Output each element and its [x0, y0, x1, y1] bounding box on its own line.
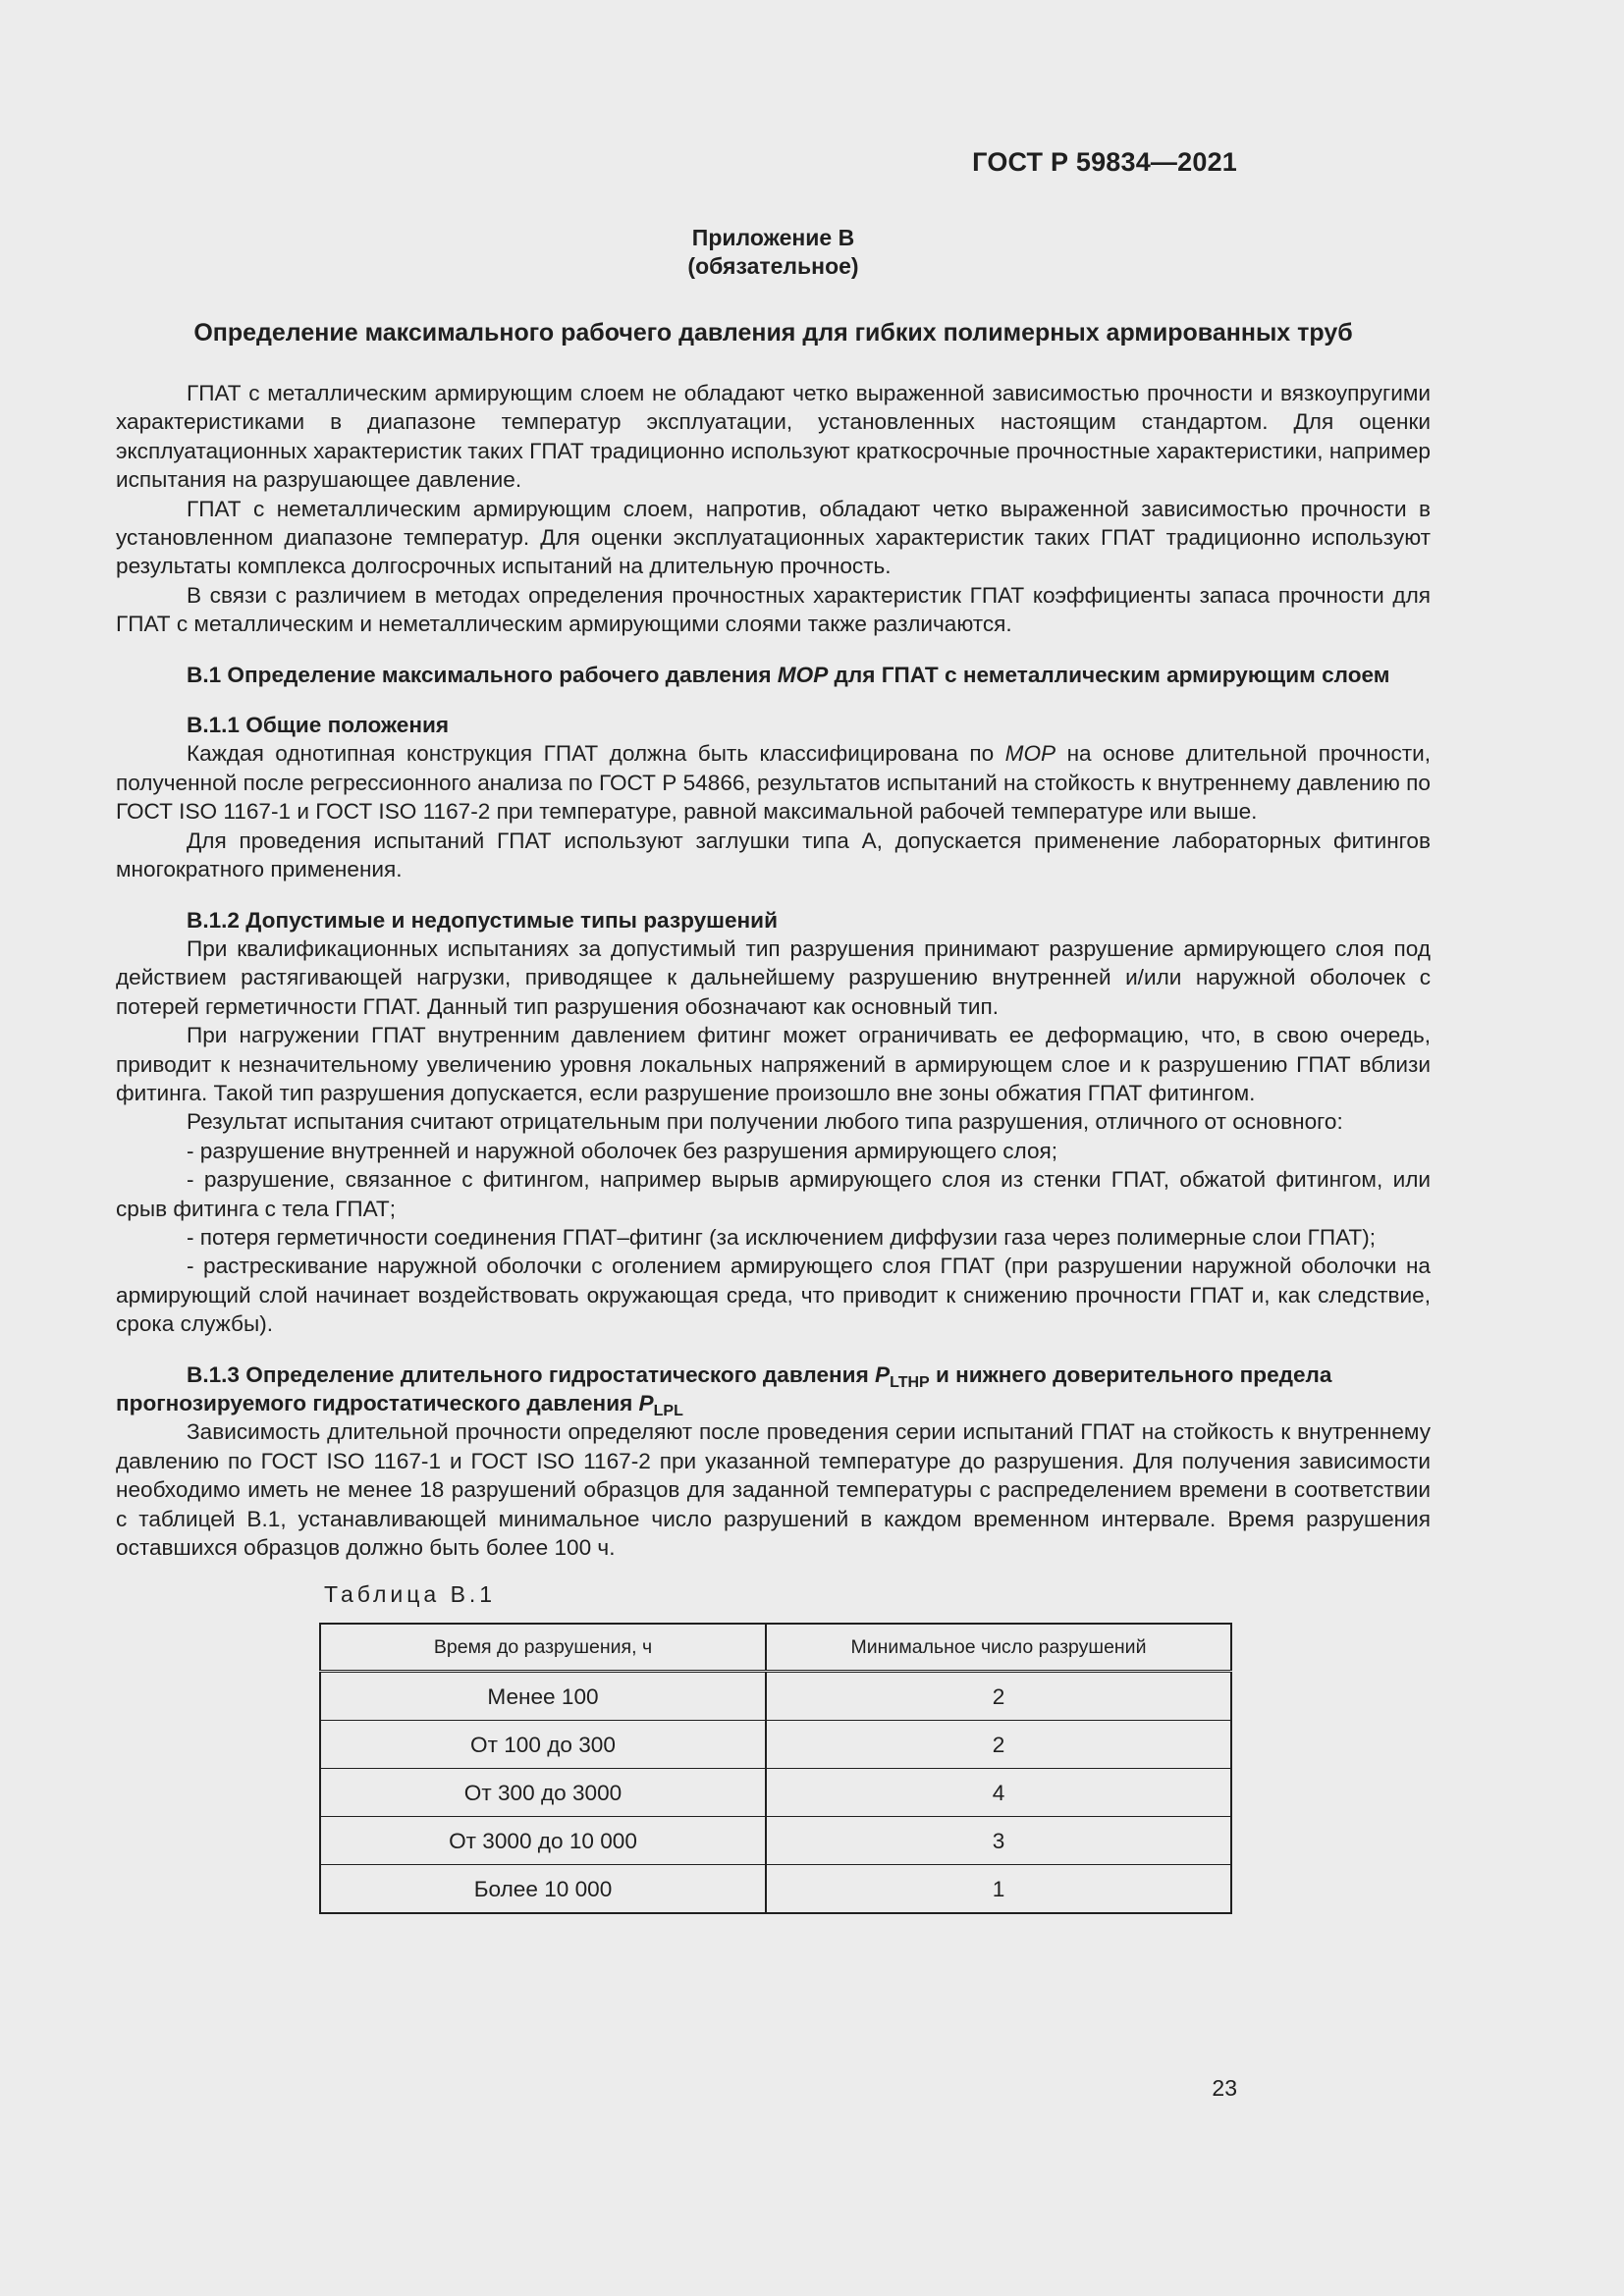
section-b11-title: В.1.1 Общие положения: [187, 713, 450, 738]
table-row: [320, 1865, 1231, 1914]
table-cell: 3: [766, 1817, 1231, 1865]
table-cell: От 100 до 300: [320, 1721, 766, 1769]
section-b12-paragraph: При нагружении ГПАТ внутренним давлением фитинг может ограничивать ее деформацию, что, в свою очередь, приводит к незначительному увеличению уровня локальных напряжений в армирующем слое и к разрушению ГПАТ вблизи фитинга. Такой тип разрушения допускается, если разрушение произошло вне зоны обжатия ГПАТ фитингом.: [116, 1023, 1431, 1105]
standard-code: ГОСТ Р 59834—2021: [972, 147, 1237, 177]
table-caption: Таблица В.1: [324, 1581, 497, 1608]
intro-paragraph-2: ГПАТ с неметаллическим армирующим слоем, напротив, обладают четко выраженной зависимостью прочности в установленном диапазоне температур. Для оценки эксплуатационных характеристик таких ГПАТ традиционно используют результаты комплекса долгосрочных испытаний на длительную прочность.: [116, 496, 1431, 579]
section-b12-paragraph: Результат испытания считают отрицательным при получении любого типа разрушения, отличного от основного:: [187, 1109, 1343, 1135]
document-body: [116, 379, 1431, 1914]
annex-title: Приложение В: [691, 225, 855, 250]
section-b12-title: В.1.2 Допустимые и недопустимые типы разрушений: [187, 907, 778, 933]
table-row: [320, 1817, 1231, 1865]
section-b12-paragraph: При квалификационных испытаниях за допустимый тип разрушения принимают разрушение армирующего слоя под действием растягивающей нагрузки, приводящее к дальнейшему разрушению внутренней и/или наружной оболочек с потерей герметичности ГПАТ. Данный тип разрушения обозначают как основный тип.: [116, 935, 1431, 1019]
section-b12-list-item: - разрушение, связанное с фитингом, например вырыв армирующего слоя из стенки ГПАТ, обжатой фитингом, или срыв фитинга с тела ГПАТ;: [116, 1167, 1431, 1221]
table-row: [320, 1721, 1231, 1769]
intro-paragraph-3: В связи с различием в методах определения прочностных характеристик ГПАТ коэффициенты запаса прочности для ГПАТ с металлическим и неметаллическим армирующими слоями также различаются.: [116, 582, 1431, 637]
table-cell: Более 10 000: [320, 1865, 766, 1914]
intro-paragraph-1: ГПАТ с металлическим армирующим слоем не обладают четко выраженной зависимостью прочности и вязкоупругими характеристиками в диапазоне температур эксплуатации, установленных настоящим стандартом. Для оценки эксплуатационных характеристик таких ГПАТ традиционно используют краткосрочные прочностные характеристики, например испытания на разрушающее давление.: [116, 381, 1431, 493]
section-b11-paragraph-1: Каждая однотипная конструкция ГПАТ должна быть классифицирована по МОР на основе длительной прочности, полученной после регрессионного анализа по ГОСТ Р 54866, результатов испытаний на стойкость к внутреннему давлению по ГОСТ ISO 1167-1 и ГОСТ ISO 1167-2 при температуре, равной максимальной рабочей температуре или выше.: [116, 741, 1431, 825]
section-b1-title: В.1 Определение максимального рабочего давления МОР для ГПАТ с неметаллическим армирующим слоем: [187, 662, 1390, 687]
table-header-cell: Минимальное число разрушений: [766, 1624, 1231, 1672]
annex-heading: [116, 224, 1431, 281]
table-header-row: [320, 1624, 1231, 1672]
table-header-cell: Время до разрушения, ч: [320, 1624, 766, 1672]
table-cell: 2: [766, 1672, 1231, 1721]
section-b12-list-item: - растрескивание наружной оболочки с оголением армирующего слоя ГПАТ (при разрушении наружной оболочки на армирующий слой начинает воздействовать окружающая среда, что приводит к снижению прочности ГПАТ и, как следствие, срока службы).: [116, 1254, 1431, 1337]
section-b12-list-item: - потеря герметичности соединения ГПАТ–фитинг (за исключением диффузии газа через полимерные слои ГПАТ);: [187, 1224, 1377, 1250]
table-row: [320, 1769, 1231, 1817]
failures-table: [319, 1623, 1232, 1914]
table-cell: 1: [766, 1865, 1231, 1914]
table-cell: От 300 до 3000: [320, 1769, 766, 1817]
table-cell: 2: [766, 1721, 1231, 1769]
section-b13-title: В.1.3 Определение длительного гидростатического давления $P_{LTHP}$ и нижнего доверительного предела прогнозируемого гидростатического давления $P_{LPL}$: [116, 1362, 1332, 1419]
main-title: Определение максимального рабочего давления для гибких полимерных армированных труб: [193, 319, 1353, 347]
table-cell: 4: [766, 1769, 1231, 1817]
table-cell: Менее 100: [320, 1672, 766, 1721]
table-cell: От 3000 до 10 000: [320, 1817, 766, 1865]
annex-status: (обязательное): [687, 253, 859, 279]
section-b12-list-item: - разрушение внутренней и наружной оболочек без разрушения армирующего слоя;: [187, 1138, 1058, 1163]
table-row: [320, 1672, 1231, 1721]
section-b13-paragraph: Зависимость длительной прочности определяют после проведения серии испытаний ГПАТ на стойкость к внутреннему давлению по ГОСТ ISO 1167-1 и ГОСТ ISO 1167-2 при указанной температуре до разрушения. Для получения зависимости необходимо иметь не менее 18 разрушений образцов для заданной температуры с распределением времени в соответствии с таблицей В.1, устанавливающей минимальное число разрушений в каждом временном интервале. Время разрушения оставшихся образцов должно быть более 100 ч.: [116, 1419, 1431, 1561]
page-number: 23: [1212, 2075, 1237, 2101]
section-b11-paragraph-2: Для проведения испытаний ГПАТ используют заглушки типа А, допускается применение лабораторных фитингов многократного применения.: [116, 828, 1431, 882]
